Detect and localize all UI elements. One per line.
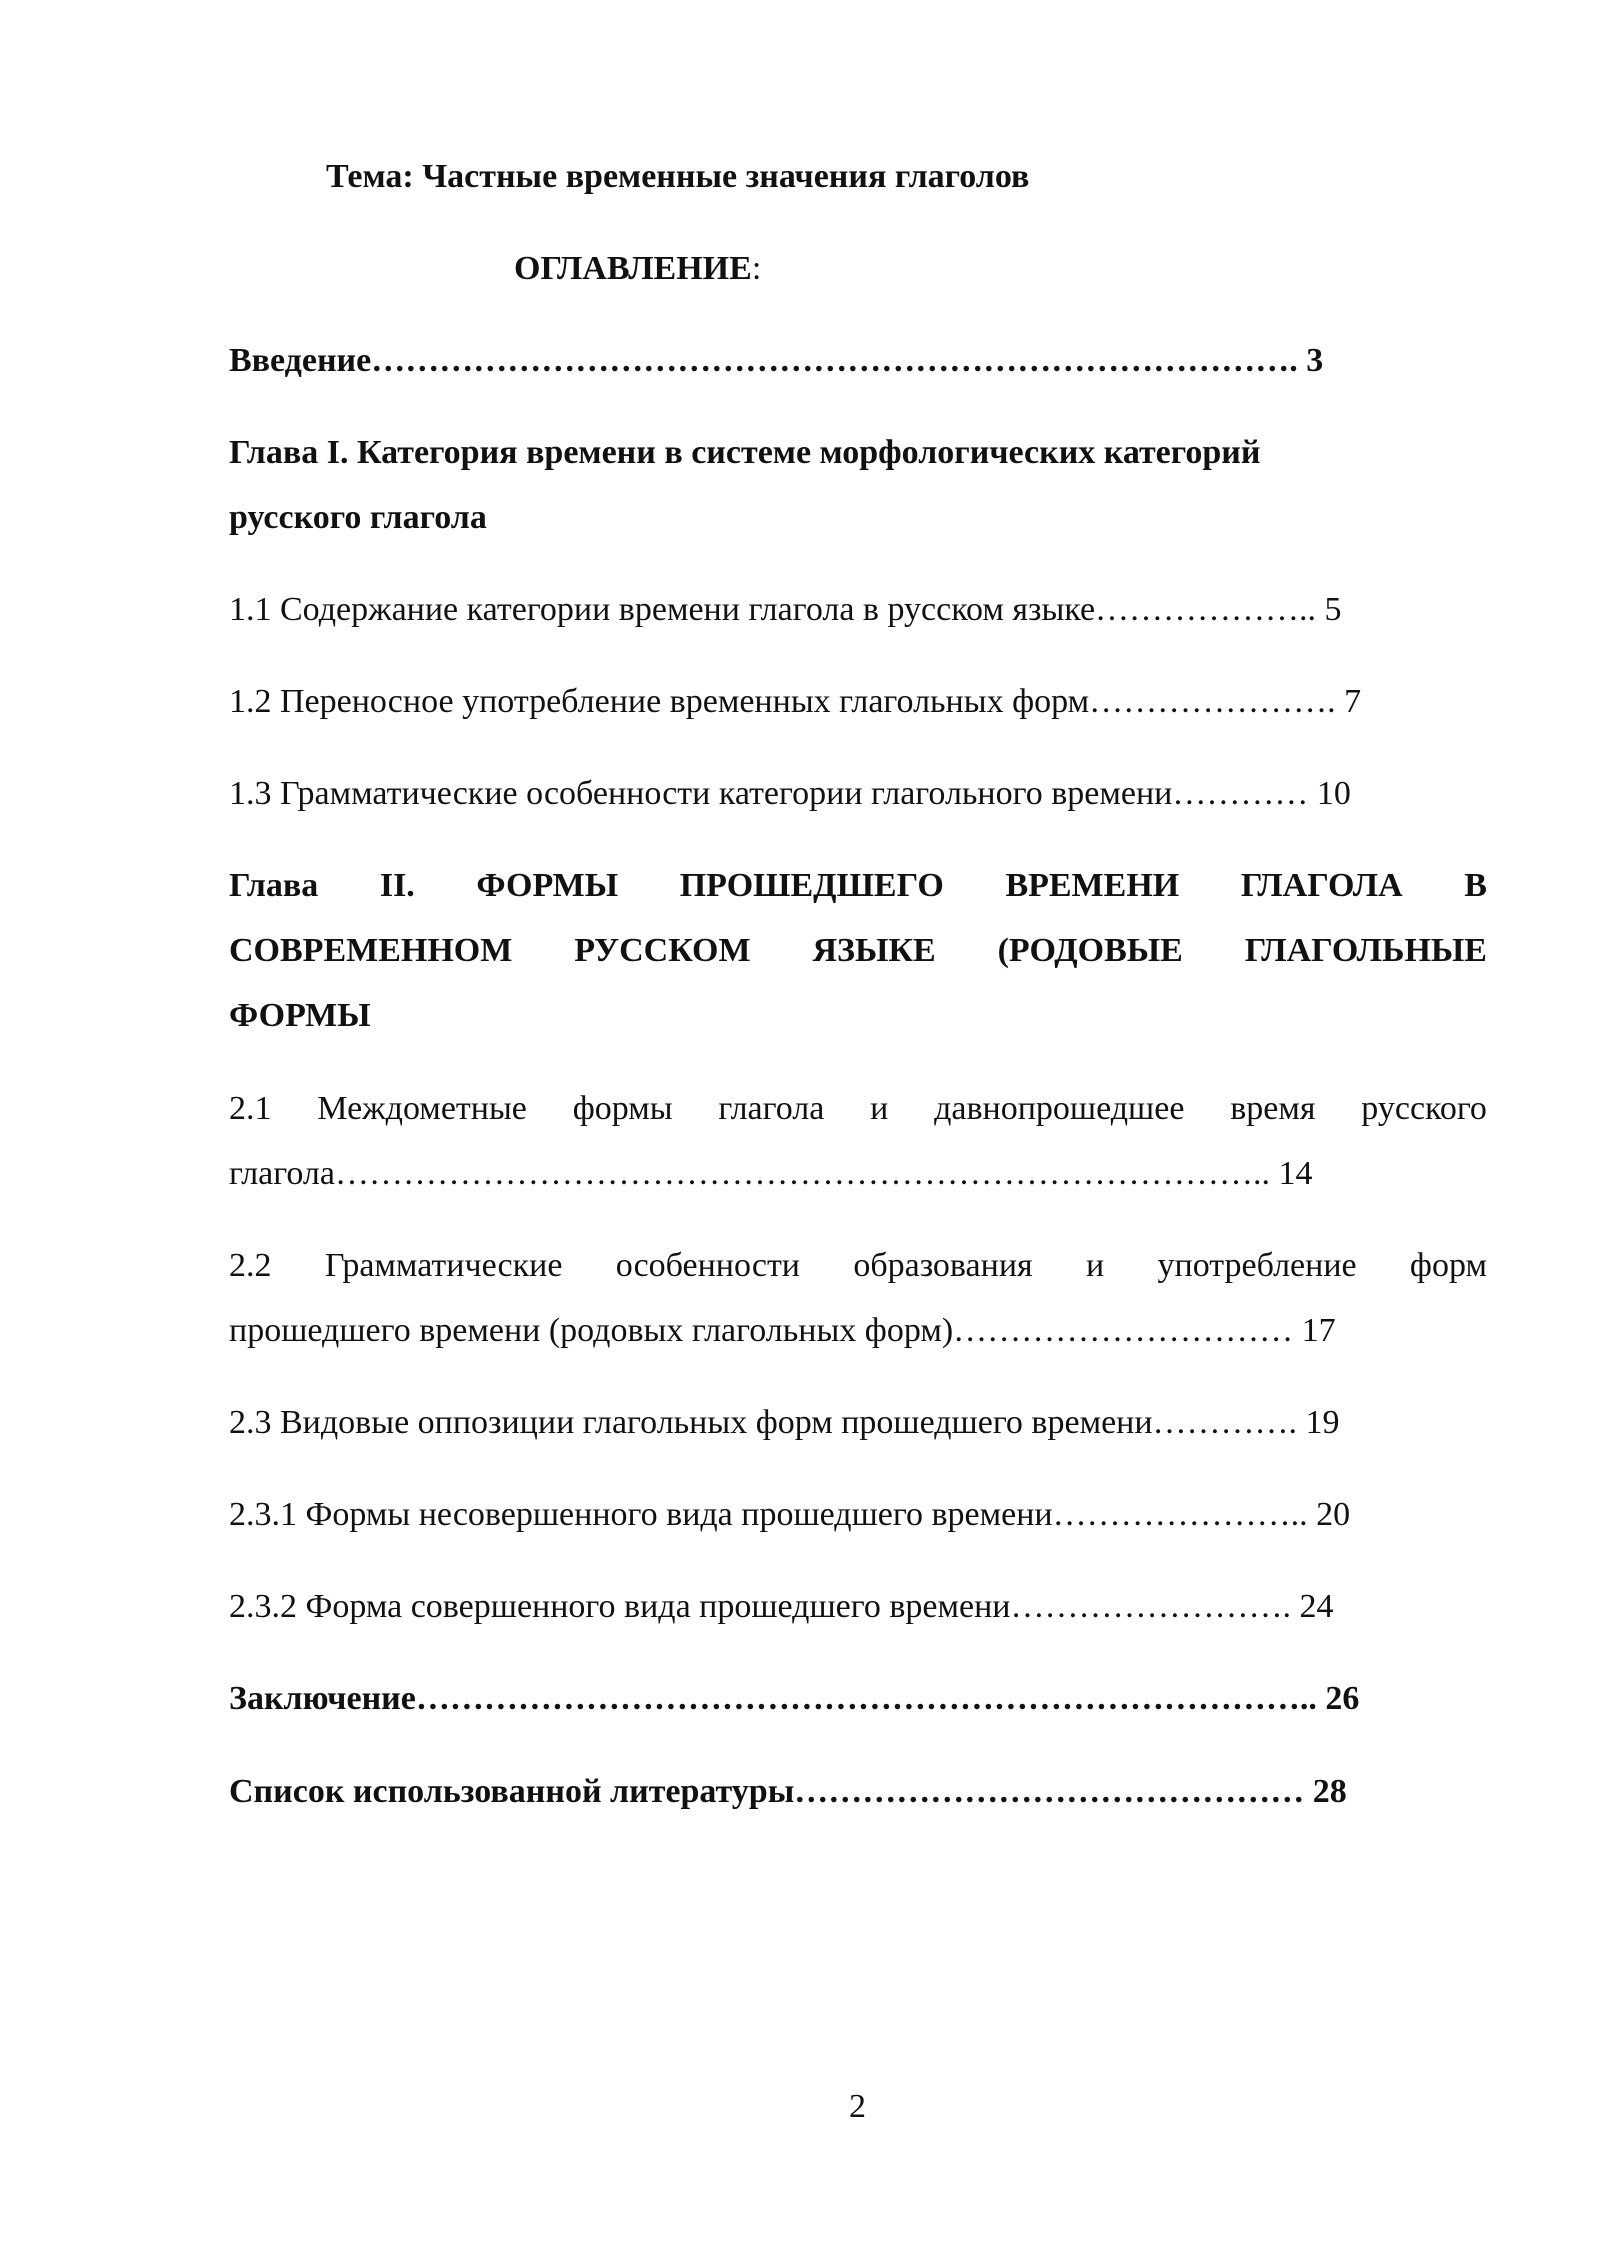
toc-word: ВРЕМЕНИ: [1005, 867, 1180, 904]
toc-entry-chapter1-line1: Глава I. Категория времени в системе морфологических категорий: [229, 434, 1261, 471]
toc-word: Грамматические: [324, 1247, 563, 1284]
toc-entry-2-3-2: 2.3.2 Форма совершенного вида прошедшего времени……………………. 24: [229, 1588, 1334, 1625]
toc-entry-conclusion: Заключение…………………………………………………………………….. 26: [229, 1680, 1360, 1717]
toc-entry-1-2: 1.2 Переносное употребление временных глагольных форм…………………. 7: [229, 683, 1362, 720]
toc-word: 2.1: [229, 1090, 272, 1127]
toc-entry-references: Список использованной литературы……………………………………… 28: [229, 1773, 1347, 1810]
toc-word: форм: [1409, 1247, 1487, 1284]
toc-word: Междометные: [317, 1090, 527, 1127]
toc-word: 2.2: [229, 1247, 272, 1284]
toc-word: употребление: [1157, 1247, 1357, 1284]
toc-word: В: [1464, 867, 1487, 904]
toc-entry-2-1-line1: [229, 1092, 1487, 1126]
toc-word: Глава: [229, 867, 319, 904]
toc-word: глагола: [718, 1090, 825, 1127]
toc-word: образования: [853, 1247, 1033, 1284]
toc-word: СОВРЕМЕННОМ: [229, 932, 513, 969]
toc-word: формы: [572, 1090, 673, 1127]
toc-word: русского: [1361, 1090, 1487, 1127]
toc-word: ПРОШЕДШЕГО: [679, 867, 944, 904]
toc-entry-2-3: 2.3 Видовые оппозиции глагольных форм прошедшего времени…………. 19: [229, 1404, 1340, 1441]
toc-word: особенности: [615, 1247, 800, 1284]
toc-entry-intro: Введение………………………………………………………………………. 3: [229, 342, 1324, 379]
toc-word: время: [1230, 1090, 1316, 1127]
toc-word: и: [870, 1090, 889, 1127]
toc-entry-2-3-1: 2.3.1 Формы несовершенного вида прошедшего времени………………….. 20: [229, 1496, 1351, 1533]
toc-word: ГЛАГОЛЬНЫЕ: [1244, 932, 1487, 969]
toc-word: давнопрошедшее: [934, 1090, 1185, 1127]
toc-title: [514, 252, 761, 286]
toc-title-text: ОГЛАВЛЕНИЕ: [514, 250, 752, 287]
toc-word: РУССКОМ: [574, 932, 751, 969]
toc-entry-2-2-line1: [229, 1249, 1487, 1283]
toc-entry-2-2-line2: прошедшего времени (родовых глагольных форм)………………………… 17: [229, 1312, 1336, 1349]
toc-title-colon: :: [751, 250, 762, 287]
toc-entry-1-1: 1.1 Содержание категории времени глагола в русском языке……………….. 5: [229, 591, 1342, 628]
toc-word: (РОДОВЫЕ: [997, 932, 1183, 969]
page-number: 2: [849, 2088, 866, 2125]
toc-word: ГЛАГОЛА: [1240, 867, 1403, 904]
toc-entry-2-1-line2: глагола……………………………………………………………………….. 14: [229, 1155, 1313, 1192]
toc-word: ФОРМЫ: [476, 867, 619, 904]
toc-word: II.: [379, 867, 415, 904]
toc-entry-1-3: 1.3 Грамматические особенности категории глагольного времени………… 10: [229, 775, 1351, 812]
toc-entry-chapter2-line3: ФОРМЫ: [229, 997, 371, 1034]
toc-word: и: [1085, 1247, 1105, 1284]
toc-word: ЯЗЫКЕ: [812, 932, 936, 969]
toc-entry-chapter1-line2: русского глагола: [229, 499, 487, 536]
topic-heading: Тема: Частные временные значения глаголов: [326, 158, 1030, 195]
toc-entry-chapter2-line1: [229, 869, 1487, 903]
toc-entry-chapter2-line2: [229, 934, 1487, 968]
